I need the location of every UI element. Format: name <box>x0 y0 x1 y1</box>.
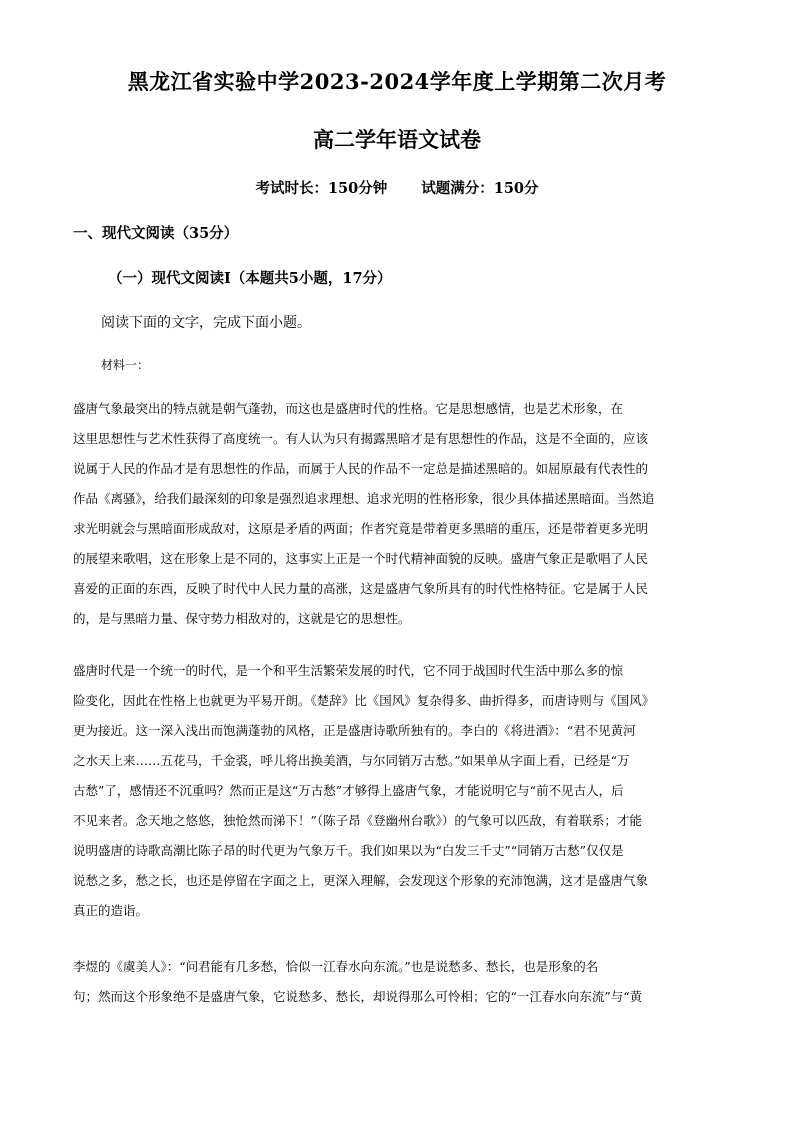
paragraph-line: 说属于人民的作品才是有思想性的作品，而属于人民的作品不一定总是描述黑暗的。如屈原最有代表性的 <box>73 461 649 476</box>
paragraph-line: 这里思想性与艺术性获得了高度统一。有人认为只有揭露黑暗才是有思想性的作品，这是不全面的，应该 <box>73 431 649 446</box>
paragraph-line: 更为接近。这一深入浅出而饱满蓬勃的风格，正是盛唐诗歌所独有的。李白的《将进酒》：“君不见黄河 <box>73 723 636 738</box>
paragraph-line: 险变化，因此在性格上也就更为平易开朗。《楚辞》比《国风》复杂得多、曲折得多，而唐诗则与《国风》 <box>73 693 655 708</box>
subsection-heading: （一）现代文阅读Ⅰ（本题共5小题，17分） <box>108 270 392 287</box>
paragraph-line: 求光明就会与黑暗面形成敌对，这原是矛盾的两面；作者究竟是带着更多黑暗的重压，还是带着更多光明 <box>73 521 649 536</box>
paragraph-line: 说明盛唐的诗歌高潮比陈子昂的时代更为气象万千。我们如果以为“白发三千丈”“同销万古愁”仅仅是 <box>73 843 624 858</box>
section-heading: 一、现代文阅读（35分） <box>73 225 239 242</box>
paragraph-line: 之水天上来……五花马，千金裘，呼儿将出换美酒，与尔同销万古愁。”如果单从字面上看，已经是“万 <box>73 753 630 768</box>
exam-full-score: 试题满分：150分 <box>421 180 539 197</box>
exam-duration: 考试时长：150分钟 <box>255 180 388 197</box>
paragraph-line: 真正的造诣。 <box>73 903 149 918</box>
paragraph-line: 作品《离骚》，给我们最深刻的印象是强烈追求理想、追求光明的性格形象，很少具体描述黑暗面。当然追 <box>73 491 655 506</box>
paragraph-line: 盛唐时代是一个统一的时代，是一个和平生活繁荣发展的时代，它不同于战国时代生活中那么多的惊 <box>73 663 624 678</box>
paragraph-line: 说愁之多，愁之长，也还是停留在字面之上，更深入理解，会发现这个形象的充沛饱满，这才是盛唐气象 <box>73 873 649 888</box>
paragraph-line: 的，是与黑暗力量、保守势力相敌对的，这就是它的思想性。 <box>73 611 411 626</box>
material-label: 材料一： <box>101 358 150 372</box>
paragraph-line: 不见来者。念天地之悠悠，独怆然而涕下！”（陈子昂《登幽州台歌》）的气象可以匹敌，有着联系；才能 <box>73 813 642 828</box>
exam-subtitle: 高二学年语文试卷 <box>313 127 481 152</box>
paragraph-3 <box>73 952 721 1012</box>
paragraph-line: 李煜的《虞美人》：“问君能有几多愁，恰似一江春水向东流。”也是说愁多、愁长，也是形象的名 <box>73 959 599 974</box>
paragraph-line: 盛唐气象最突出的特点就是朝气蓬勃，而这也是盛唐时代的性格。它是思想感情，也是艺术形象，在 <box>73 401 624 416</box>
exam-title: 黑龙江省实验中学2023-2024学年度上学期第二次月考 <box>127 69 667 94</box>
paragraph-line: 古愁”了，感情还不沉重吗？然而正是这“万古愁”才够得上盛唐气象，才能说明它与“前不见古人，后 <box>73 783 624 798</box>
reading-instruction: 阅读下面的文字，完成下面小题。 <box>101 315 311 331</box>
paragraph-1 <box>73 394 721 634</box>
paragraph-line: 句；然而这个形象绝不是盛唐气象，它说愁多、愁长，却说得那么可怜相；它的“一江春水向东流”与“黄 <box>73 989 643 1004</box>
exam-info <box>0 177 794 198</box>
paragraph-line: 喜爱的正面的东西，反映了时代中人民力量的高涨，这是盛唐气象所具有的时代性格特征。它是属于人民 <box>73 581 649 596</box>
paragraph-2 <box>73 656 721 926</box>
paragraph-line: 的展望来歌唱，这在形象上是不同的，这事实上正是一个时代精神面貌的反映。盛唐气象正是歌唱了人民 <box>73 551 649 566</box>
